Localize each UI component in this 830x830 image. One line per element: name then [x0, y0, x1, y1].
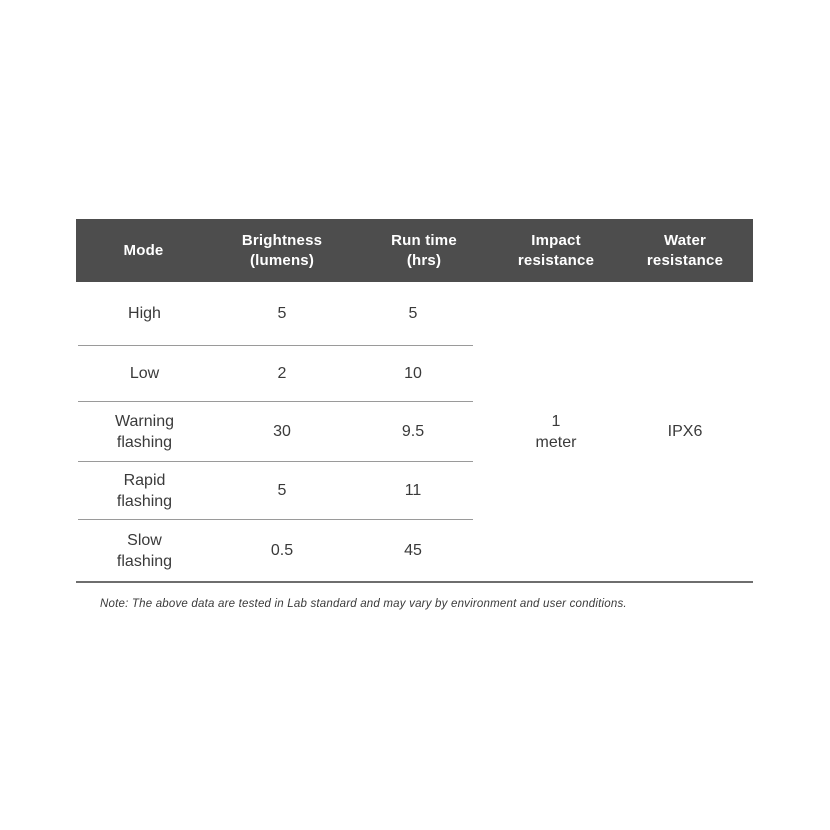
- table-row: [78, 520, 473, 581]
- table-row: [78, 462, 473, 520]
- brightness-cell: 0.5: [270, 542, 294, 559]
- brightness-cell: 30: [273, 423, 291, 440]
- mode-cell: High: [128, 305, 161, 322]
- runtime-cell: 9.5: [401, 423, 425, 440]
- runtime-cell: 5: [408, 305, 418, 322]
- mode-cell: Rapid flashing: [116, 471, 173, 510]
- brightness-cell: 5: [277, 482, 287, 499]
- mode-cell: Warning flashing: [115, 412, 174, 451]
- table-row: [78, 346, 473, 402]
- mode-cell: Slow flashing: [116, 531, 173, 570]
- table-body: [76, 282, 753, 583]
- runtime-cell: 10: [404, 365, 422, 382]
- table-row: [78, 282, 473, 346]
- impact-resistance-value: 1 meter: [535, 412, 577, 451]
- mode-cell: Low: [129, 365, 160, 382]
- header-mode: Mode: [123, 241, 164, 259]
- brightness-cell: 5: [277, 305, 287, 322]
- header-brightness: Brightness (lumens): [241, 231, 323, 269]
- runtime-cell: 11: [404, 482, 422, 499]
- mode-rows: [78, 282, 473, 581]
- runtime-cell: 45: [404, 542, 422, 559]
- table-header: [76, 219, 753, 282]
- header-impact-resistance: Impact resistance: [517, 231, 595, 269]
- table-row: [78, 402, 473, 462]
- header-water-resistance: Water resistance: [646, 231, 724, 269]
- header-run-time: Run time (hrs): [391, 231, 457, 269]
- water-resistance-value: IPX6: [667, 423, 703, 440]
- footnote: Note: The above data are tested in Lab standard and may vary by environment and user conditions.: [100, 598, 627, 610]
- specs-table: [76, 219, 753, 583]
- brightness-cell: 2: [277, 365, 287, 382]
